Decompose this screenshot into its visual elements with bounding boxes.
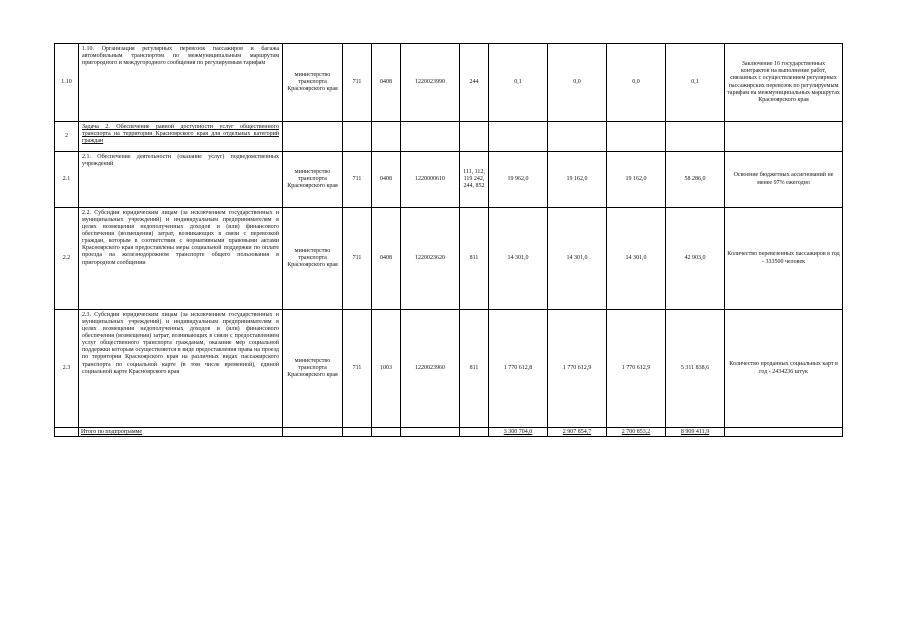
row-expected-result: Освоение бюджетных ассигнований не менее 97% ежегодно	[725, 152, 843, 208]
row-year1-amount: 1 770 612,8	[489, 310, 548, 428]
row-description: 1.10. Организация регулярных перевозок пассажиров и багажа автомобильным транспортом по межмуниципальным маршрутам пригородного и междугородного сообщения по регулируемым тарифам	[79, 44, 283, 122]
row-number: 2.3	[55, 310, 79, 428]
table-row	[55, 44, 843, 122]
row-grbs-code	[343, 122, 372, 152]
total-row	[55, 428, 843, 437]
row-year1-amount	[489, 122, 548, 152]
row-year2-amount: 1 770 612,9	[548, 310, 607, 428]
row-section-code: 0408	[372, 152, 401, 208]
table-row	[55, 152, 843, 208]
row-target-article	[401, 122, 460, 152]
total-section-empty	[372, 428, 401, 437]
row-total-amount: 58 286,0	[666, 152, 725, 208]
total-year3-amount: 2 700 853,2	[607, 428, 666, 437]
table-row	[55, 122, 843, 152]
row-expense-type: 111, 112, 119 242, 244, 852	[460, 152, 489, 208]
row-number: 2	[55, 122, 79, 152]
row-expense-type: 244	[460, 44, 489, 122]
row-number: 2.2	[55, 208, 79, 310]
row-year3-amount	[607, 122, 666, 152]
row-year1-amount: 19 962,0	[489, 152, 548, 208]
row-section-code: 1003	[372, 310, 401, 428]
total-article-empty	[401, 428, 460, 437]
row-year3-amount: 14 301,0	[607, 208, 666, 310]
row-total-amount: 42 903,0	[666, 208, 725, 310]
row-total-amount: 0,1	[666, 44, 725, 122]
row-ministry: министерство транспорта Красноярского края	[283, 310, 343, 428]
row-section-code	[372, 122, 401, 152]
table-row	[55, 208, 843, 310]
row-expense-type	[460, 122, 489, 152]
total-year1-amount: 3 300 704,0	[489, 428, 548, 437]
row-target-article: 1220023960	[401, 310, 460, 428]
row-target-article: 1220000610	[401, 152, 460, 208]
total-result-empty	[725, 428, 843, 437]
row-description: 2.1. Обеспечение деятельности (оказание услуг) подведомственных учреждений	[79, 152, 283, 208]
row-target-article: 1220023620	[401, 208, 460, 310]
total-sum-amount: 8 909 411,9	[666, 428, 725, 437]
row-target-article: 1220023990	[401, 44, 460, 122]
row-grbs-code: 711	[343, 310, 372, 428]
row-description: Задача 2. Обеспечение равной доступности услуг общественного транспорта на территории Красноярского края для отдельных категорий граждан	[79, 122, 283, 152]
row-ministry: министерство транспорта Красноярского края	[283, 208, 343, 310]
row-grbs-code: 711	[343, 208, 372, 310]
row-expense-type: 811	[460, 310, 489, 428]
row-grbs-code: 711	[343, 44, 372, 122]
row-expected-result: Количество проданных социальных карт в год - 2434236 штук	[725, 310, 843, 428]
row-section-code: 0408	[372, 208, 401, 310]
row-year3-amount: 1 770 612,9	[607, 310, 666, 428]
row-expense-type: 811	[460, 208, 489, 310]
row-year1-amount: 0,1	[489, 44, 548, 122]
total-ministry-empty	[283, 428, 343, 437]
program-table	[54, 43, 843, 437]
row-year1-amount: 14 301,0	[489, 208, 548, 310]
row-year3-amount: 0,0	[607, 44, 666, 122]
row-description: 2.2. Субсидии юридическим лицам (за исключением государственных и муниципальных учреждений) и индивидуальным предпринимателям в целях возмещения недополученных доходов и (или) финансового обеспечения (возмещения) затрат, возникающих в связи с перевозкой граждан, которым в соответствии с нормативными правовыми актами Красноярского края предоставлены меры социальной поддержки по оплате проезда на железнодорожном транспорте общего пользования в пригородном сообщении	[79, 208, 283, 310]
row-year3-amount: 19 162,0	[607, 152, 666, 208]
row-total-amount	[666, 122, 725, 152]
row-grbs-code: 711	[343, 152, 372, 208]
row-expected-result: Заключение 16 государственных контрактов на выполнение работ, связанных с осуществлением регулярных пассажирских перевозок по регулируемым тарифам на межмуниципальных маршрутах Красноярского края	[725, 44, 843, 122]
row-expected-result: Количество перевезенных пассажиров в год - 333500 человек	[725, 208, 843, 310]
table-row	[55, 310, 843, 428]
row-total-amount: 5 311 838,6	[666, 310, 725, 428]
row-expected-result	[725, 122, 843, 152]
row-year2-amount	[548, 122, 607, 152]
row-number: 1.10	[55, 44, 79, 122]
row-year2-amount: 0,0	[548, 44, 607, 122]
total-expense-empty	[460, 428, 489, 437]
row-ministry: министерство транспорта Красноярского края	[283, 44, 343, 122]
row-number: 2.1	[55, 152, 79, 208]
row-ministry	[283, 122, 343, 152]
row-description: 2.3. Субсидии юридическим лицам (за исключением государственных и муниципальных учреждений) и индивидуальным предпринимателям в целях возмещения недополученных доходов и (или) финансового обеспечения (возмещения) затрат, возникающих в связи с предоставлением услуг общественного транспорта гражданам, оказание мер социальной поддержки которым осуществляется в виде предоставления права на проезд по территории Красноярского края на различных видах пассажирского транспорта по социальной карте (в том числе временной), единой социальной карте Красноярского края	[79, 310, 283, 428]
total-number-empty	[55, 428, 79, 437]
row-ministry: министерство транспорта Красноярского края	[283, 152, 343, 208]
total-grbs-empty	[343, 428, 372, 437]
row-section-code: 0408	[372, 44, 401, 122]
row-year2-amount: 19 162,0	[548, 152, 607, 208]
total-label: Итого по подпрограмме	[79, 428, 283, 437]
row-year2-amount: 14 301,0	[548, 208, 607, 310]
total-year2-amount: 2 907 854,7	[548, 428, 607, 437]
